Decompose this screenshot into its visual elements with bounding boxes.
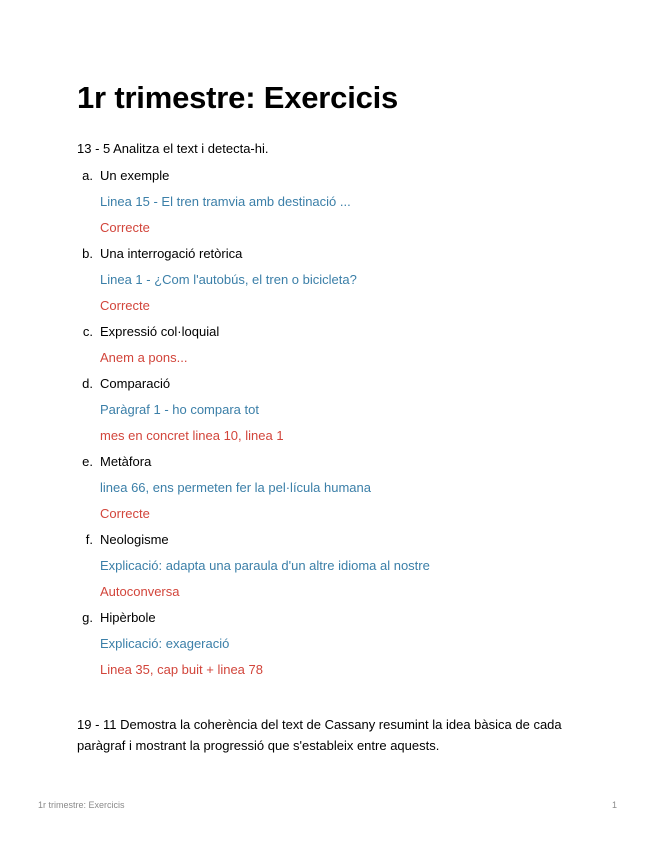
answer-line: Explicació: exageració <box>100 636 230 651</box>
exercise-list <box>77 167 577 687</box>
exercise-intro: 13 - 5 Analitza el text i detecta-hi. <box>77 141 269 156</box>
answer-line: Paràgraf 1 - ho compara tot <box>100 402 259 417</box>
answer-line: Correcte <box>100 506 150 521</box>
list-item <box>77 323 577 375</box>
answer-line: Correcte <box>100 220 150 235</box>
answer-line: Autoconversa <box>100 584 180 599</box>
answer-line: linea 66, ens permeten fer la pel·lícula humana <box>100 480 371 495</box>
list-item <box>77 375 577 453</box>
answer-line: Linea 15 - El tren tramvia amb destinació ... <box>100 194 351 209</box>
footer-title: 1r trimestre: Exercicis <box>38 800 125 810</box>
page-title: 1r trimestre: Exercicis <box>77 80 399 115</box>
answer-line: Linea 1 - ¿Com l'autobús, el tren o bicicleta? <box>100 272 357 287</box>
answer-line: Linea 35, cap buit + linea 78 <box>100 662 263 677</box>
list-marker: c. <box>82 324 93 339</box>
answer-line: Explicació: adapta una paraula d'un altre idioma al nostre <box>100 558 430 573</box>
list-item <box>77 609 577 687</box>
item-label: Neologisme <box>100 532 169 547</box>
list-marker: a. <box>82 168 93 183</box>
list-item <box>77 453 577 531</box>
list-marker: b. <box>82 246 93 261</box>
footer-page-number: 1 <box>611 800 617 810</box>
list-marker: e. <box>82 454 93 469</box>
item-label: Comparació <box>100 376 171 391</box>
list-marker: f. <box>85 532 93 547</box>
list-marker: g. <box>82 610 93 625</box>
answer-line: mes en concret linea 10, linea 1 <box>100 428 284 443</box>
answer-line: Correcte <box>100 298 150 313</box>
list-item <box>77 167 577 245</box>
item-label: Hipèrbole <box>100 610 156 625</box>
answer-line: Anem a pons... <box>100 350 188 365</box>
item-label: Un exemple <box>100 168 170 183</box>
list-marker: d. <box>82 376 93 391</box>
exercise-question: 19 - 11 Demostra la coherència del text de Cassany resumint la idea bàsica de cada paràgraf i mostrant la progressió que s'estableix entre aquests. <box>77 717 562 753</box>
list-item <box>77 531 577 609</box>
item-label: Metàfora <box>100 454 152 469</box>
item-label: Expressió col·loquial <box>100 324 220 339</box>
list-item <box>77 245 577 323</box>
item-label: Una interrogació retòrica <box>100 246 243 261</box>
